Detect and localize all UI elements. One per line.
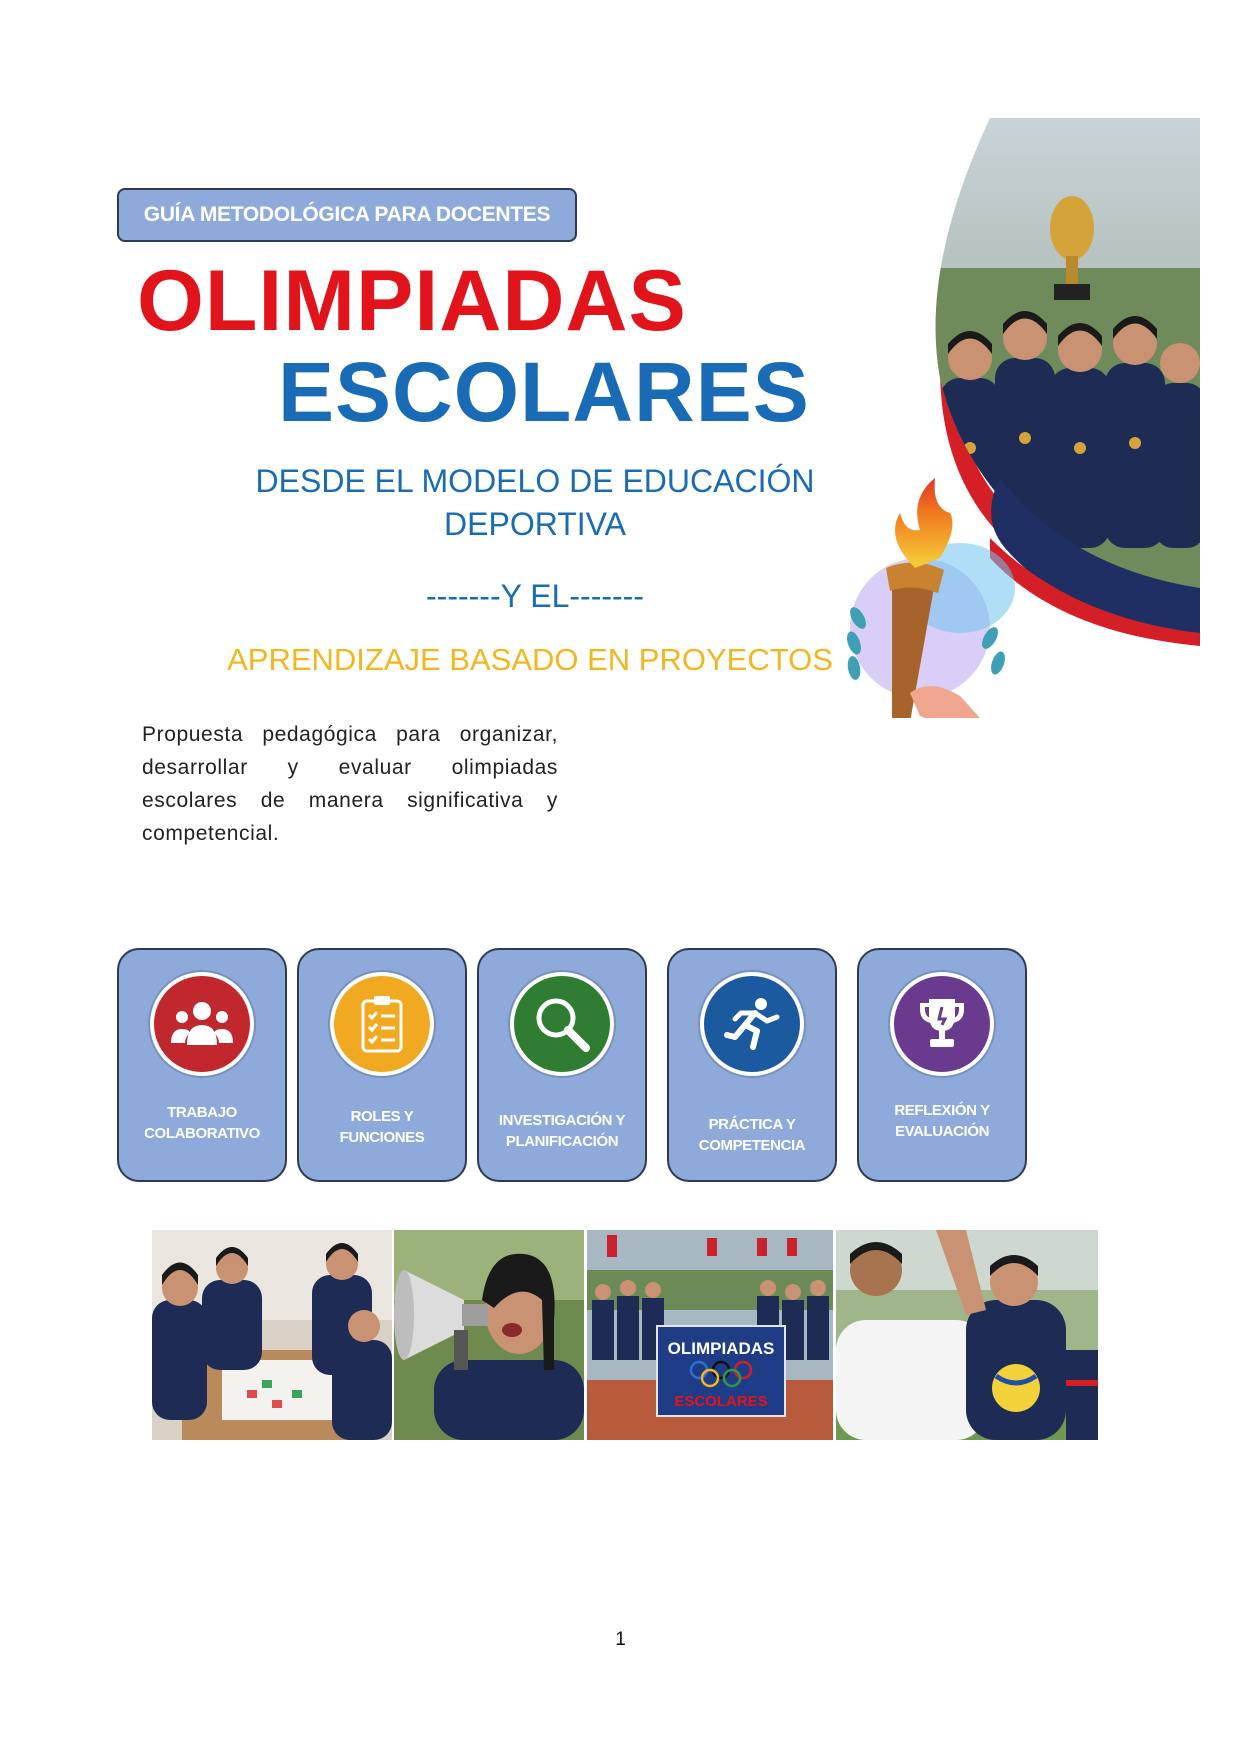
connector-text: -------Y EL-------	[426, 578, 644, 614]
card-investigacion-planificacion	[477, 948, 647, 1182]
guide-badge	[117, 188, 577, 242]
card-label: REFLEXIÓN Y EVALUACIÓN	[894, 1102, 990, 1140]
magnifier-icon	[510, 972, 614, 1076]
card-label: ROLES Y FUNCIONES	[339, 1108, 425, 1146]
people-group-icon	[150, 972, 254, 1076]
card-roles-funciones	[297, 948, 467, 1182]
card-label: TRABAJO COLABORATIVO	[144, 1104, 260, 1142]
clipboard-checklist-icon	[330, 972, 434, 1076]
card-label: INVESTIGACIÓN Y PLANIFICACIÓN	[498, 1112, 626, 1150]
card-label: PRÁCTICA Y COMPETENCIA	[698, 1116, 806, 1154]
card-reflexion-evaluacion	[857, 948, 1027, 1182]
page-number: 1	[615, 1629, 626, 1650]
subtitle	[230, 460, 840, 546]
abp-heading: APRENDIZAJE BASADO EN PROYECTOS	[227, 642, 833, 677]
hero-illustration	[840, 118, 1200, 718]
photo-girl-megaphone	[394, 1230, 584, 1440]
title-line-2: ESCOLARES	[278, 345, 810, 439]
banner-line-1: OLIMPIADAS	[667, 1339, 775, 1358]
runner-icon	[700, 972, 804, 1076]
card-trabajo-colaborativo	[117, 948, 287, 1182]
photo-high-five	[836, 1230, 1098, 1440]
banner-line-2: ESCOLARES	[674, 1393, 768, 1410]
title-line-1: OLIMPIADAS	[137, 253, 687, 349]
card-practica-competencia	[667, 948, 837, 1182]
subtitle-line-1: DESDE EL MODELO DE EDUCACIÓN	[255, 463, 815, 499]
photo-students-planning	[152, 1230, 392, 1440]
description: Propuesta pedagógica para organizar, desarrollar y evaluar olimpiadas escolares de manera significativa y competencial.	[142, 723, 558, 845]
subtitle-line-2: DEPORTIVA	[444, 506, 626, 543]
guide-badge-label: GUÍA METODOLÓGICA PARA DOCENTES	[143, 203, 551, 226]
photo-parade-banner	[587, 1230, 833, 1440]
trophy-icon	[890, 972, 994, 1076]
